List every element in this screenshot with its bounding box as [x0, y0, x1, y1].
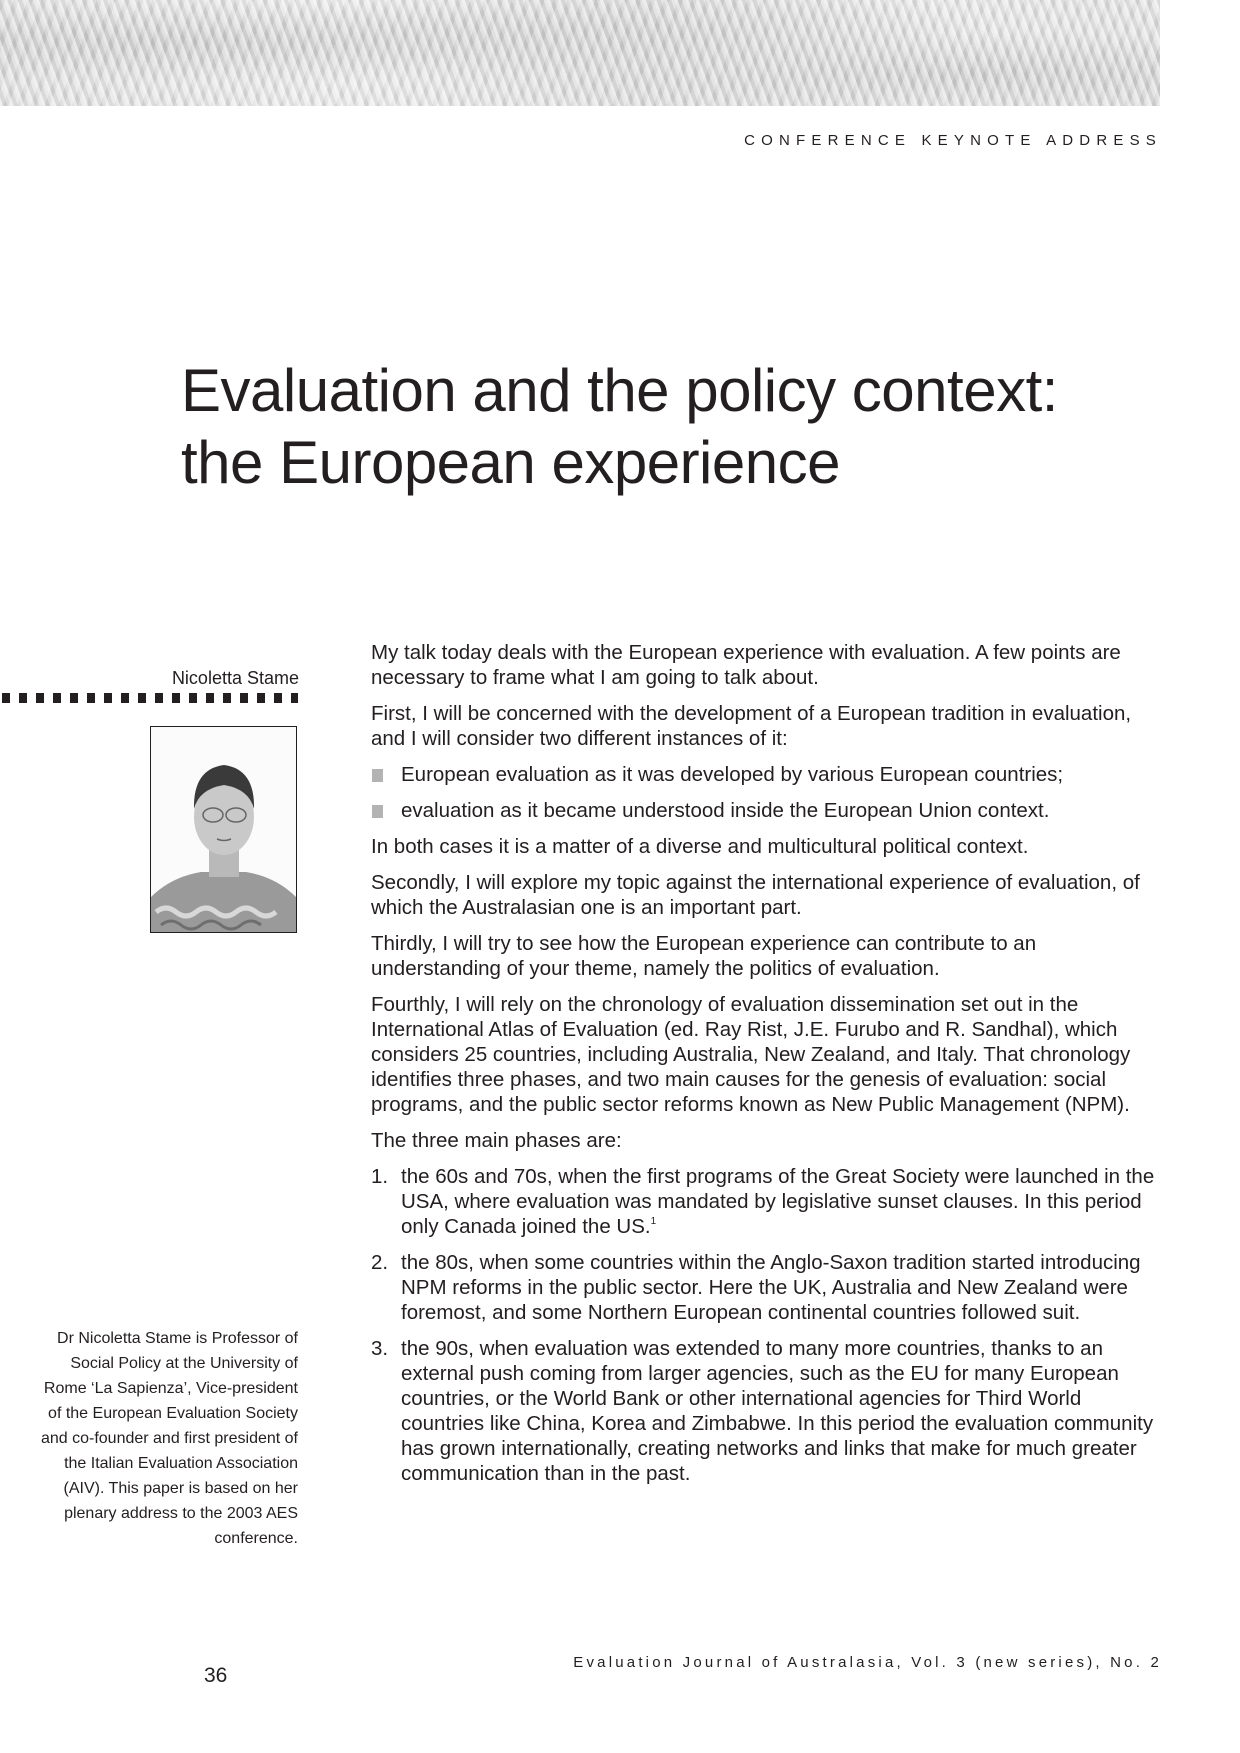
bullet-text: evaluation as it became understood inside the European Union context.: [401, 799, 1050, 822]
section-label: CONFERENCE KEYNOTE ADDRESS: [744, 132, 1162, 149]
footnote-ref[interactable]: 1: [650, 1216, 657, 1227]
paragraph-both-cases: In both cases it is a matter of a diverse and multicultural political context.: [371, 835, 1029, 858]
square-bullet-icon: [372, 805, 383, 818]
phase-text: the 90s, when evaluation was extended to many more countries, thanks to an external push coming from larger agencies, such as the EU for many European countries, or the World Bank or other international agencies for Third World countries like China, Korea and Zimbabwe. In this period the evaluation community has grown internationally, creating networks and links that make for much greater communication than in the past.: [401, 1337, 1154, 1485]
page-number: 36: [204, 1664, 228, 1687]
portrait-icon: [151, 727, 296, 932]
paragraph-intro: My talk today deals with the European experience with evaluation. A few points are necessary to frame what I am going to talk about.: [371, 641, 1121, 689]
paragraph-thirdly: Thirdly, I will try to see how the European experience can contribute to an understanding of your theme, namely the politics of evaluation.: [371, 932, 1037, 980]
journal-citation: Evaluation Journal of Australasia, Vol. 3 (new series), No. 2: [573, 1654, 1162, 1671]
author-name: Nicoletta Stame: [171, 668, 299, 688]
phase-number: 3.: [371, 1337, 389, 1360]
author-photo: [150, 726, 297, 933]
paragraph-secondly: Secondly, I will explore my topic against the international experience of evaluation, of which the Australasian one is an important part.: [371, 871, 1140, 919]
phase-number: 1.: [371, 1165, 389, 1188]
article-title: [181, 355, 1181, 499]
title-line-2: the European experience: [181, 429, 840, 496]
article-body: [371, 640, 1161, 1497]
paragraph-fourthly: Fourthly, I will rely on the chronology of evaluation dissemination set out in the International Atlas of Evaluation (ed. Ray Rist, J.E. Furubo and R. Sandhal), which considers 25 countries, including Australia, New Zealand, and Italy. That chronology identifies three phases, and two main causes for the genesis of evaluation: social programs, and the public sector reforms known as New Public Management (NPM).: [371, 993, 1131, 1116]
bullet-text: European evaluation as it was developed by various European countries;: [401, 763, 1064, 786]
paragraph-phases-intro: The three main phases are:: [371, 1129, 622, 1152]
paragraph-first: First, I will be concerned with the development of a European tradition in evaluation, and I will consider two different instances of it:: [371, 702, 1132, 750]
square-bullet-icon: [372, 769, 383, 782]
title-line-1: Evaluation and the policy context:: [181, 357, 1058, 424]
bullet-item: [371, 798, 1161, 823]
dotted-divider: [2, 693, 298, 703]
author-bio: Dr Nicoletta Stame is Professor of Social Policy at the University of Rome ‘La Sapienza’, Vice-president of the European Evaluation Society and co-founder and first president of the Italian Evaluation Association (AIV). This paper is based on her plenary address to the 2003 AES conference.: [40, 1330, 298, 1547]
phase-item: [371, 1250, 1161, 1325]
bullet-item: [371, 762, 1161, 787]
phase-text: the 60s and 70s, when the first programs of the Great Society were launched in the USA, where evaluation was mandated by legislative sunset clauses. In this period only Canada joined the US.: [401, 1165, 1155, 1238]
phase-text: the 80s, when some countries within the Anglo-Saxon tradition started introducing NPM reforms in the public sector. Here the UK, Australia and New Zealand were foremost, and some Northern European continental countries followed suit.: [401, 1251, 1141, 1324]
phase-item: [371, 1164, 1161, 1239]
phase-number: 2.: [371, 1251, 389, 1274]
header-texture-banner: [0, 0, 1160, 106]
phase-item: [371, 1336, 1161, 1486]
